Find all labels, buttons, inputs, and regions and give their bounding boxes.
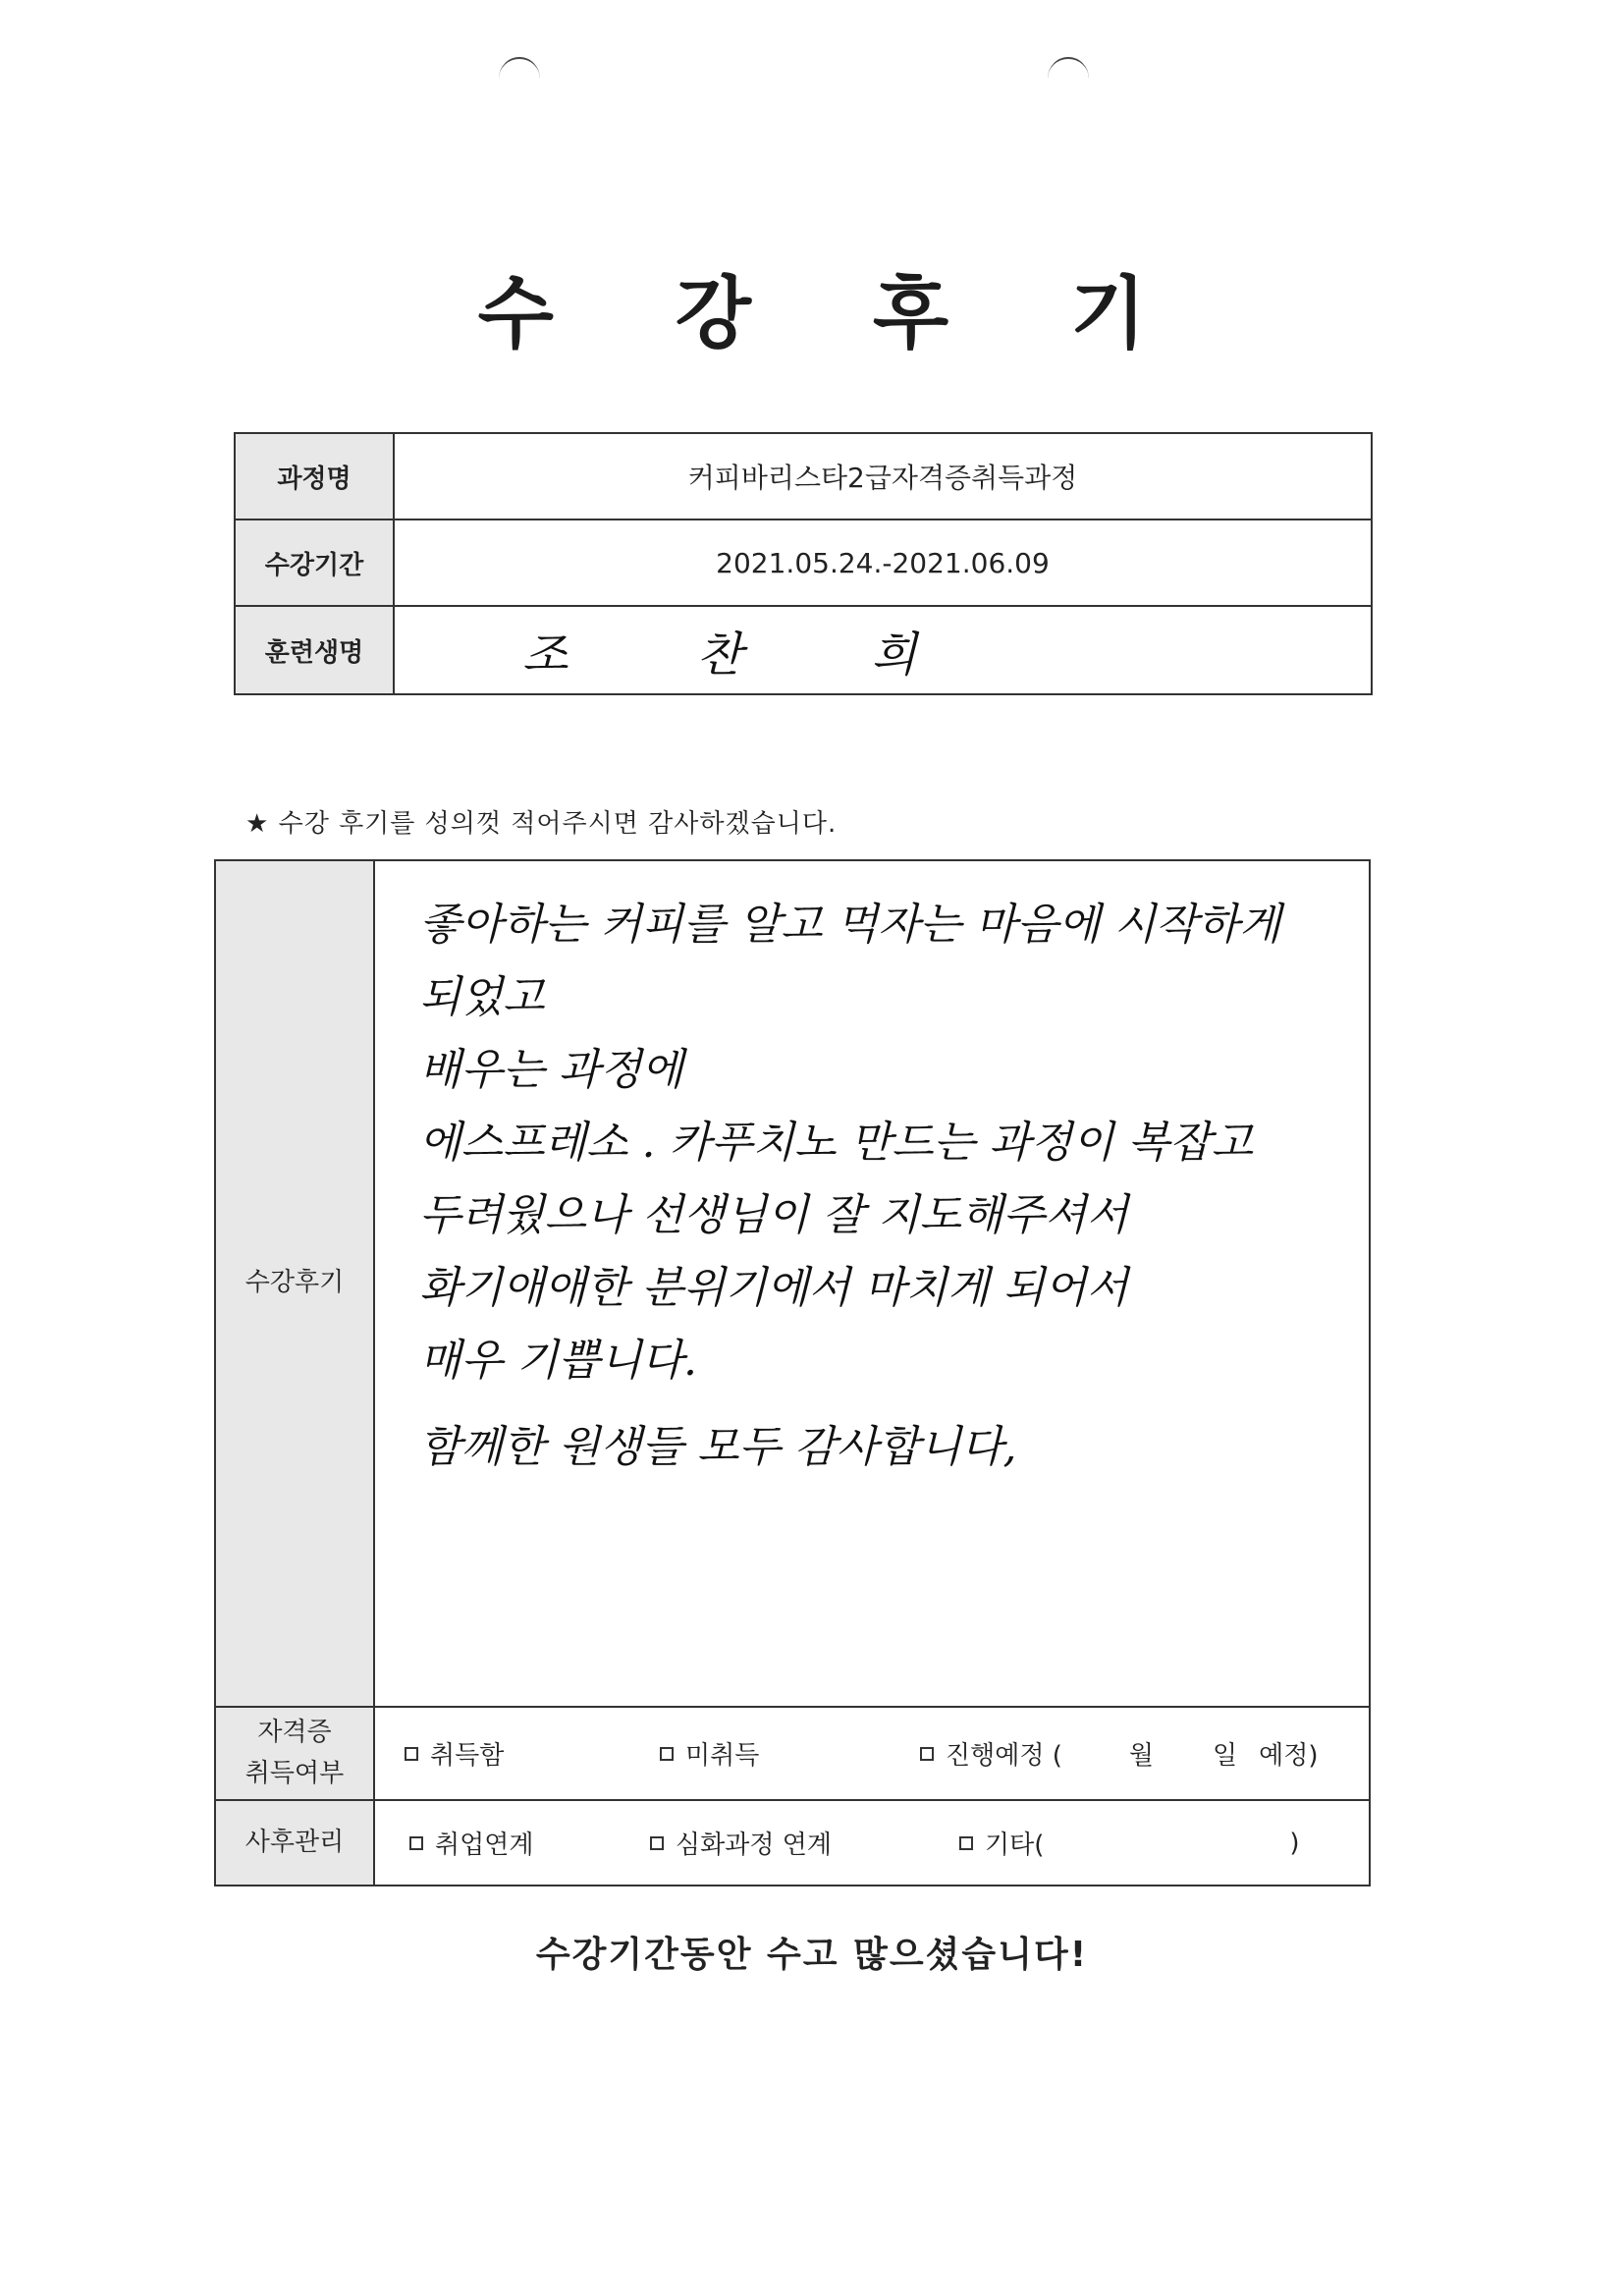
page-title: 수 강 후 기: [477, 268, 1194, 359]
option-advanced-course-label: 심화과정 연계: [676, 1831, 832, 1860]
option-employment[interactable]: [409, 1825, 533, 1861]
course-info-table: [234, 432, 1373, 695]
option-in-progress-month: 월: [1128, 1741, 1154, 1771]
review-line: 에스프레소 . 카푸치노 만드는 과정이 복잡고: [419, 1118, 1253, 1168]
option-employment-label: 취업연계: [435, 1831, 534, 1860]
option-in-progress-prefix: 진행예정 (: [946, 1741, 1062, 1771]
checkbox-icon[interactable]: [650, 1836, 664, 1850]
certificate-label-line2: 취득여부: [244, 1758, 345, 1788]
review-content: [375, 861, 1369, 1706]
closing-message: 수강기간동안 수고 많으셨습니다!: [535, 1935, 1089, 1975]
trainee-name-handwritten: 조 찬 희: [522, 627, 974, 683]
trainee-row: [236, 607, 1371, 693]
review-line: 함께한 원생들 모두 감사합니다,: [419, 1422, 1017, 1472]
course-label: 과정명: [236, 434, 395, 519]
punch-hole-right: [1048, 57, 1089, 100]
certificate-label-line1: 자격증: [257, 1717, 332, 1747]
aftercare-label: 사후관리: [216, 1801, 375, 1885]
option-other[interactable]: [959, 1825, 1300, 1861]
option-in-progress[interactable]: [920, 1735, 1319, 1772]
review-line: 되었고: [419, 972, 545, 1022]
aftercare-options: [375, 1801, 1369, 1885]
checkbox-icon[interactable]: [920, 1747, 934, 1761]
option-not-acquired[interactable]: [660, 1735, 759, 1772]
option-acquired[interactable]: [405, 1735, 504, 1772]
course-row: [236, 434, 1371, 520]
period-row: [236, 520, 1371, 607]
checkbox-icon[interactable]: [660, 1747, 674, 1761]
checkbox-icon[interactable]: [409, 1836, 423, 1850]
review-line: 매우 기쁩니다.: [419, 1336, 697, 1386]
review-handwritten-text: [419, 889, 1281, 1484]
trainee-label: 훈련생명: [236, 607, 395, 693]
period-label: 수강기간: [236, 520, 395, 605]
checkbox-icon[interactable]: [959, 1836, 973, 1850]
certificate-row: [216, 1708, 1369, 1801]
review-table: [214, 859, 1371, 1886]
review-line: 배우는 과정에: [419, 1045, 684, 1095]
option-other-prefix: 기타(: [985, 1831, 1045, 1860]
aftercare-row: [216, 1801, 1369, 1885]
certificate-label: [216, 1708, 375, 1799]
review-line: 두려웠으나 선생님이 잘 지도해주셔서: [419, 1190, 1129, 1240]
review-label: 수강후기: [216, 861, 375, 1706]
option-acquired-label: 취득함: [430, 1741, 505, 1771]
review-row: [216, 861, 1369, 1708]
review-line: 화기애애한 분위기에서 마치게 되어서: [419, 1263, 1129, 1313]
option-in-progress-day: 일: [1213, 1741, 1238, 1771]
course-value: 커피바리스타2급자격증취득과정: [687, 462, 1078, 494]
option-other-suffix: ): [1289, 1828, 1300, 1858]
review-line: 좋아하는 커피를 알고 먹자는 마음에 시작하게: [419, 900, 1281, 950]
option-advanced-course[interactable]: [650, 1825, 832, 1861]
punch-hole-left: [499, 57, 540, 100]
checkbox-icon[interactable]: [405, 1747, 418, 1761]
period-value: 2021.05.24.-2021.06.09: [716, 546, 1050, 579]
option-not-acquired-label: 미취득: [685, 1741, 760, 1771]
instruction-note: ★ 수강 후기를 성의껏 적어주시면 감사하겠습니다.: [245, 809, 838, 839]
certificate-options: [375, 1708, 1369, 1799]
option-in-progress-suffix: 예정): [1259, 1741, 1319, 1771]
